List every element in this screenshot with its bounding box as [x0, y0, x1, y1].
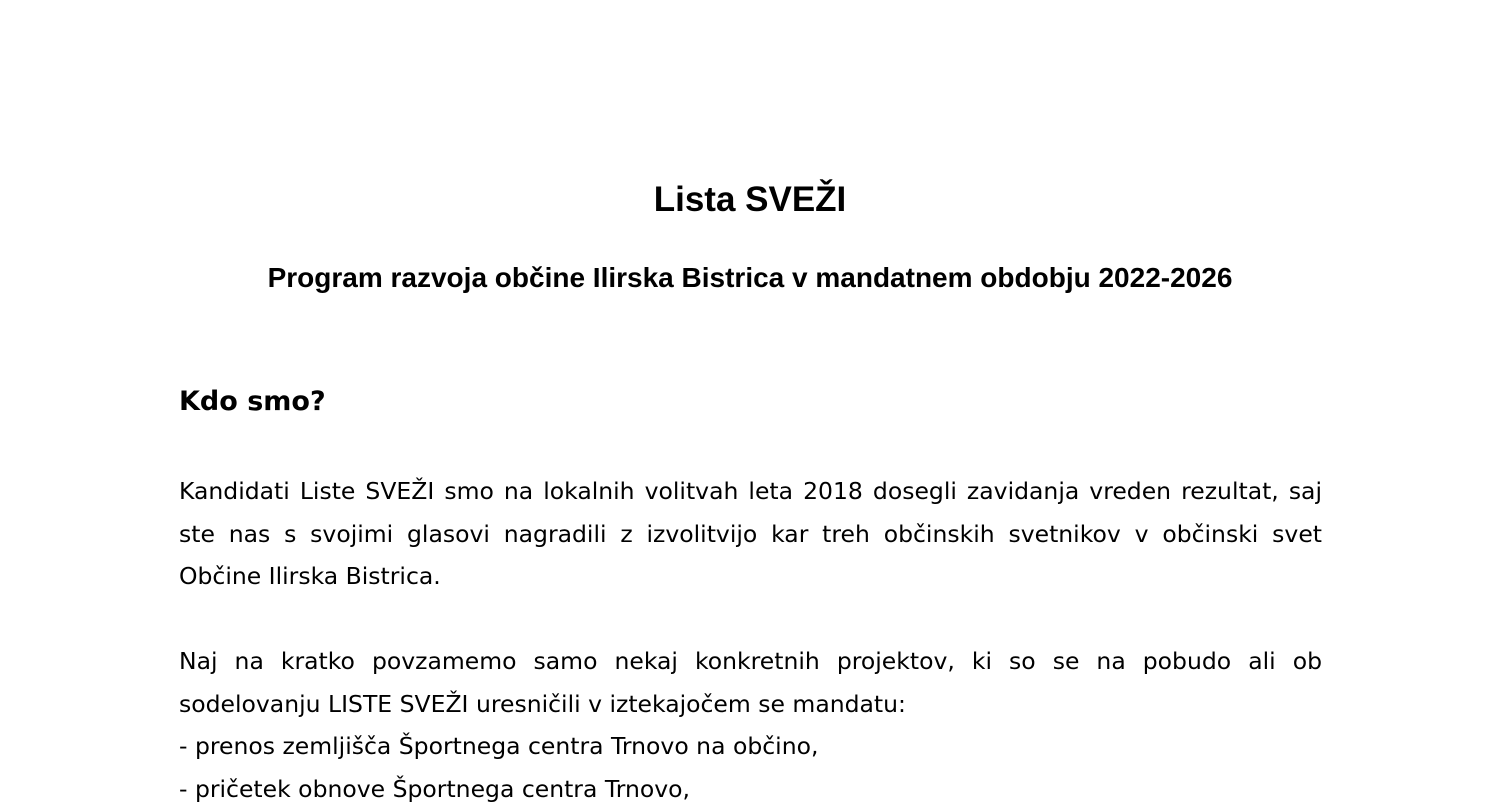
document-subtitle: Program razvoja občine Ilirska Bistrica v mandatnem obdobju 2022-2026: [0, 260, 1500, 296]
section-heading-kdo-smo: Kdo smo?: [179, 382, 326, 422]
list-item: - pričetek obnove Športnega centra Trnovo,: [179, 768, 1322, 810]
paragraph-results: Kandidati Liste SVEŽI smo na lokalnih volitvah leta 2018 dosegli zavidanja vreden rezultat, saj ste nas s svojimi glasovi nagradili z izvolitvijo kar treh občinskih svetnikov v občinski svet Občine Ilirska Bistrica.: [179, 470, 1322, 598]
list-item: - prenos zemljišča Športnega centra Trnovo na občino,: [179, 725, 1322, 768]
projects-list: [179, 725, 1322, 810]
document-title: Lista SVEŽI: [0, 178, 1500, 222]
paragraph-projects-intro: Naj na kratko povzamemo samo nekaj konkretnih projektov, ki so se na pobudo ali ob sodelovanju LISTE SVEŽI uresničili v iztekajočem se mandatu:: [179, 640, 1322, 725]
